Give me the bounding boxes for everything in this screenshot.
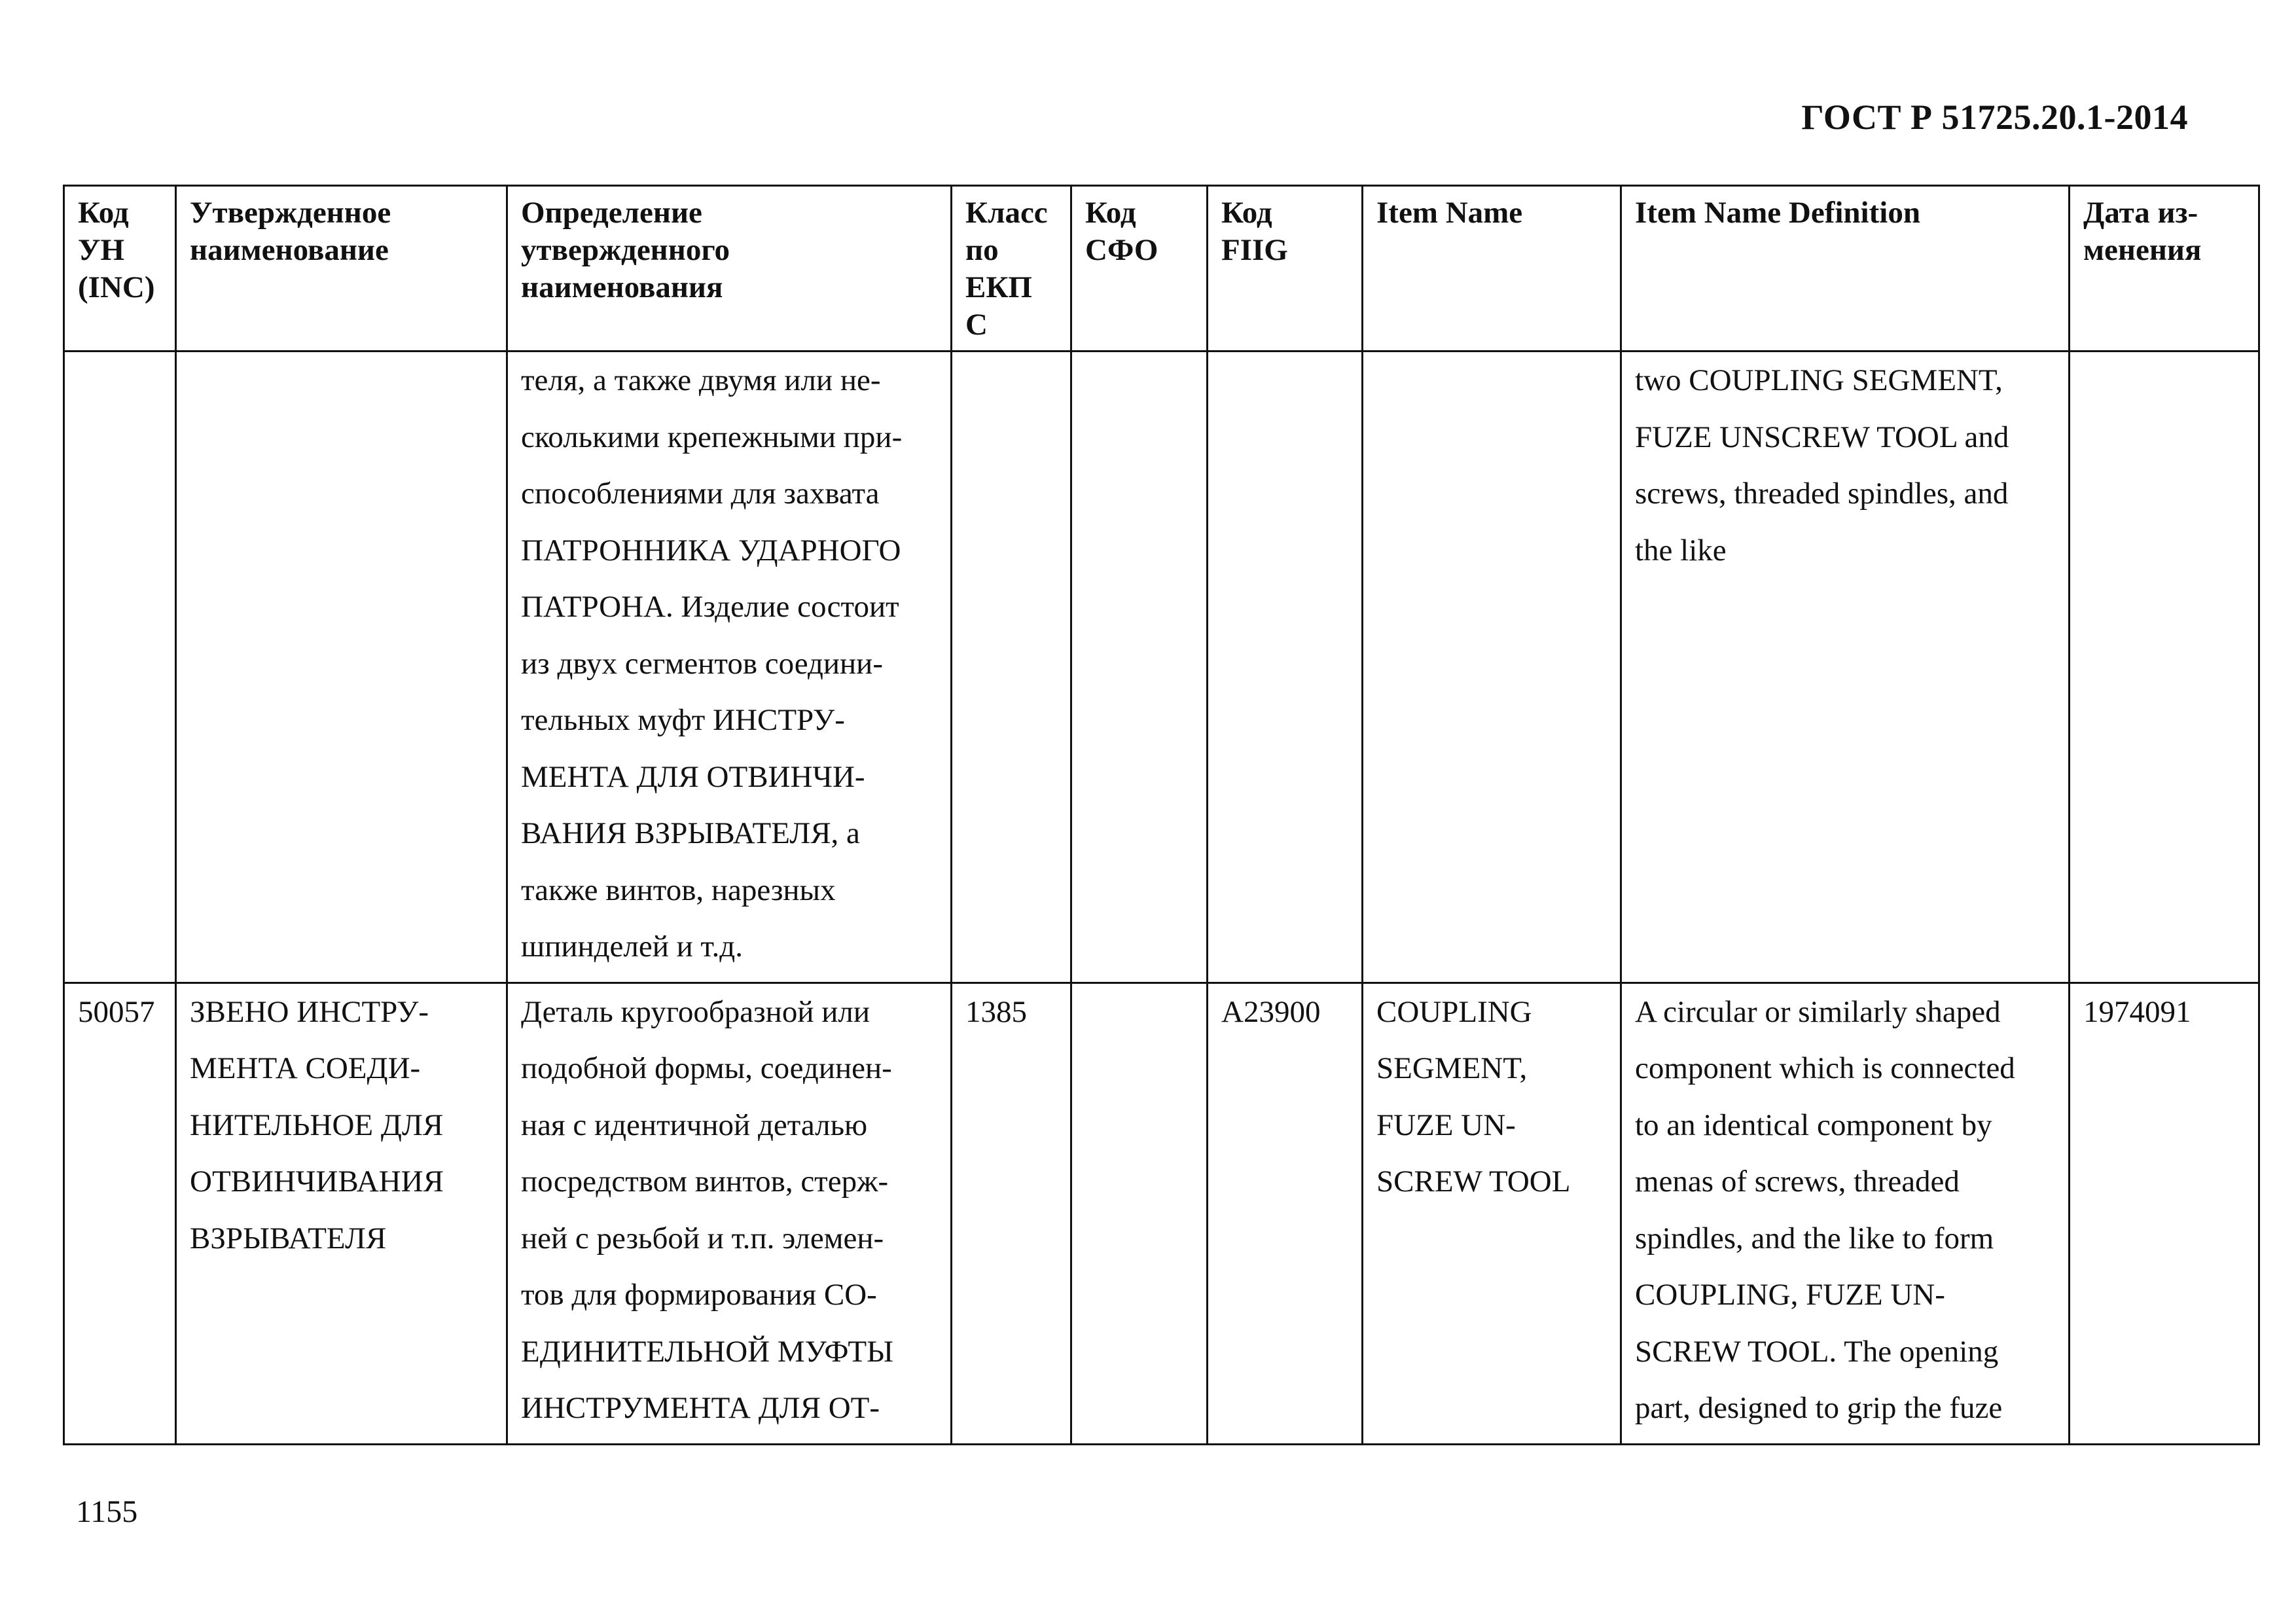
table-header-row: [64, 186, 2259, 352]
cell-fiig: A23900: [1208, 983, 1363, 1444]
cell-class: [952, 352, 1071, 983]
cell-item-definition: A circular or similarly shaped component which is connected to an identical component by menas of screws, threaded spindles, and the like to form COUPLING, FUZE UN- SCREW TOOL. The opening part, designed to grip the fuze: [1621, 983, 2070, 1444]
header-approved-name: Утвержденное наименование: [176, 186, 507, 352]
page-number: 1155: [76, 1494, 138, 1529]
cell-inc: 50057: [64, 983, 176, 1444]
document-title: ГОСТ Р 51725.20.1-2014: [1801, 98, 2188, 137]
cell-date: 1974091: [2070, 983, 2259, 1444]
cell-item-name: COUPLING SEGMENT, FUZE UN- SCREW TOOL: [1363, 983, 1621, 1444]
header-sfo-code: Код СФО: [1071, 186, 1208, 352]
header-item-name-definition: Item Name Definition: [1621, 186, 2070, 352]
table-row: [64, 983, 2259, 1444]
header-fiig-code: Код FIIG: [1208, 186, 1363, 352]
header-item-name: Item Name: [1363, 186, 1621, 352]
header-class: Класс по ЕКП С: [952, 186, 1071, 352]
cell-sfo: [1071, 352, 1208, 983]
cell-sfo: [1071, 983, 1208, 1444]
header-inc-code: Код УН (INC): [64, 186, 176, 352]
cell-item-definition: two COUPLING SEGMENT, FUZE UNSCREW TOOL and screws, threaded spindles, and the like: [1621, 352, 2070, 983]
cell-item-name: [1363, 352, 1621, 983]
cell-approved-name: [176, 352, 507, 983]
table-row: [64, 352, 2259, 983]
cell-definition: теля, а также двумя или не- сколькими крепежными при- способлениями для захвата ПАТРОННИКА УДАРНОГО ПАТРОНА. Изделие состоит из двух сегментов соедини- тельных муфт ИНСТРУ- МЕНТА ДЛЯ ОТВИНЧИ- ВАНИЯ ВЗРЫВАТЕЛЯ, а также винтов, нарезных шпинделей и т.д.: [507, 352, 952, 983]
item-name-table: [63, 185, 2260, 1445]
cell-class: 1385: [952, 983, 1071, 1444]
header-change-date: Дата из- менения: [2070, 186, 2259, 352]
cell-approved-name: ЗВЕНО ИНСТРУ- МЕНТА СОЕДИ- НИТЕЛЬНОЕ ДЛЯ ОТВИНЧИВАНИЯ ВЗРЫВАТЕЛЯ: [176, 983, 507, 1444]
header-name-definition: Определение утвержденного наименования: [507, 186, 952, 352]
cell-inc: [64, 352, 176, 983]
cell-definition: Деталь кругообразной или подобной формы, соединен- ная с идентичной деталью посредством винтов, стерж- ней с резьбой и т.п. элемен- тов для формирования СО- ЕДИНИТЕЛЬНОЙ МУФТЫ ИНСТРУМЕНТА ДЛЯ ОТ-: [507, 983, 952, 1444]
cell-fiig: [1208, 352, 1363, 983]
cell-date: [2070, 352, 2259, 983]
